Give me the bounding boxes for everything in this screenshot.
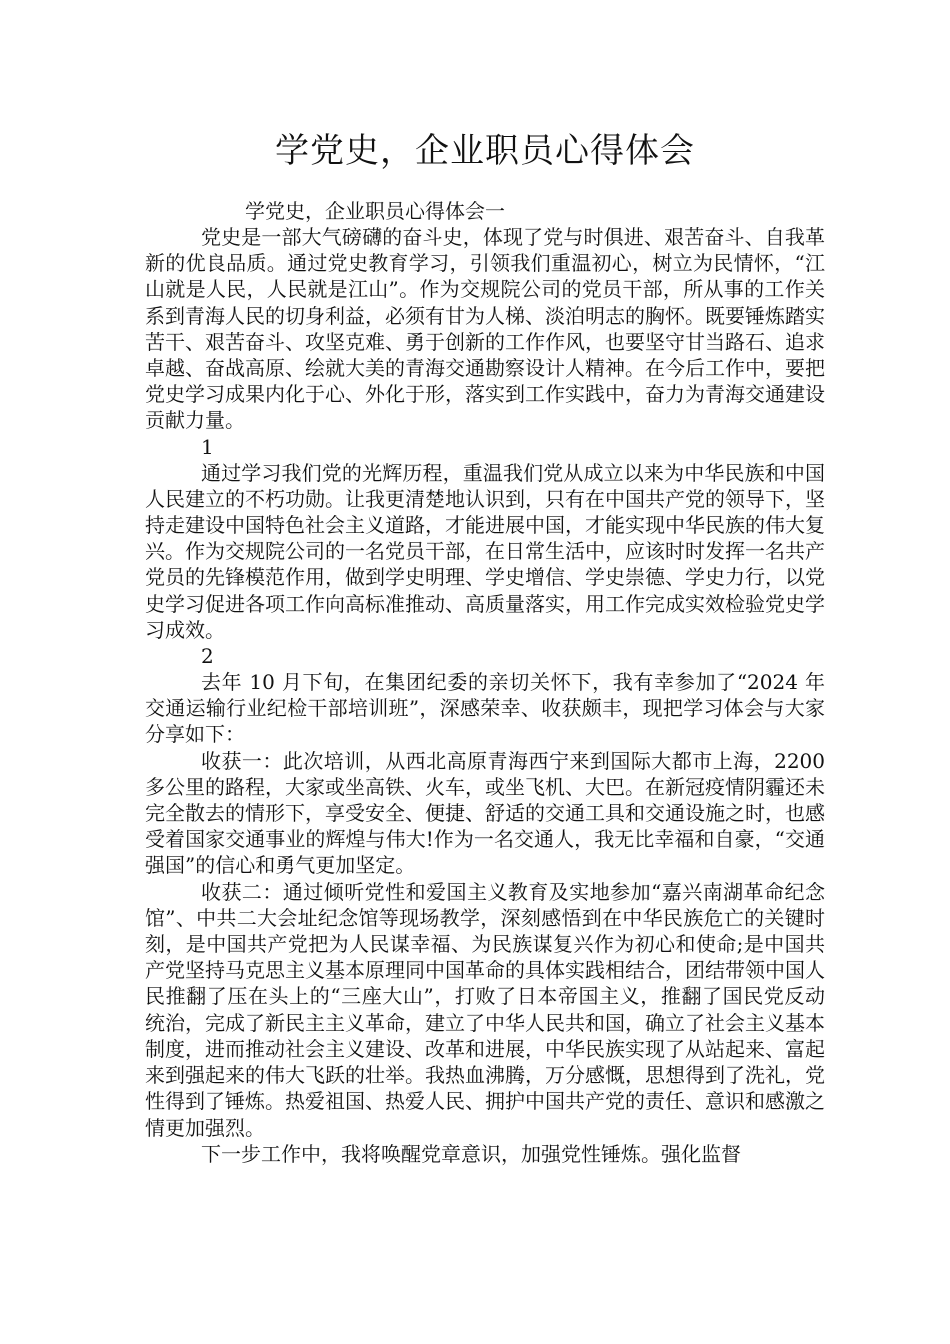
- paragraph-next-step: 下一步工作中，我将唤醒党章意识，加强党性锤炼。强化监督: [201, 1141, 741, 1166]
- document-page: [145, 128, 825, 1167]
- paragraph-intro: 党史是一部大气磅礴的奋斗史，体现了党与时俱进、艰苦奋斗、自我革新的优良品质。通过党史教育学习，引领我们重温初心，树立为民情怀，“江山就是人民，人民就是江山”。作为交规院公司的党员干部，所从事的工作关系到青海人民的切身利益，必须有甘为人梯、淡泊明志的胸怀。既要锤炼踏实苦干、艰苦奋斗、攻坚克难、勇于创新的工作作风，也要坚守甘当路石、追求卓越、奋战高原、绘就大美的青海交通勘察设计人精神。在今后工作中，要把党史学习成果内化于心、外化于形，落实到工作实践中，奋力为青海交通建设贡献力量。: [145, 225, 825, 433]
- paragraph-training: 去年 10 月下旬，在集团纪委的亲切关怀下，我有幸参加了“2024 年交通运输行业纪检干部培训班”，深感荣幸、收获颇丰，现把学习体会与大家分享如下：: [145, 670, 825, 747]
- document-subtitle: 学党史，企业职员心得体会一: [245, 199, 505, 223]
- section-number-2: 2: [201, 644, 214, 669]
- paragraph-gain-two: 收获二：通过倾听党性和爱国主义教育及实地参加“嘉兴南湖革命纪念馆”、中共二大会址纪念馆等现场教学，深刻感悟到在中华民族危亡的关键时刻，是中国共产党把为人民谋幸福、为民族谋复兴作为初心和使命;是中国共产党坚持马克思主义基本原理同中国革命的具体实践相结合，团结带领中国人民推翻了压在头上的“三座大山”，打败了日本帝国主义，推翻了国民党反动统治，完成了新民主主义革命，建立了中华人民共和国，确立了社会主义基本制度，进而推动社会主义建设、改革和进展，中华民族实现了从站起来、富起来到强起来的伟大飞跃的壮举。我热血沸腾，万分感慨，思想得到了洗礼，党性得到了锤炼。热爱祖国、热爱人民、拥护中国共产党的责任、意识和感激之情更加强烈。: [145, 879, 825, 1140]
- section-number-1: 1: [201, 434, 214, 459]
- paragraph-gain-one: 收获一：此次培训，从西北高原青海西宁来到国际大都市上海，2200 多公里的路程，大家或坐高铁、火车，或坐飞机、大巴。在新冠疫情阴霾还未完全散去的情形下，享受安全、便捷、舒适的交通工具和交通设施之时，也感受着国家交通事业的辉煌与伟大!作为一名交通人，我无比幸福和自豪，“交通强国”的信心和勇气更加坚定。: [145, 748, 825, 878]
- document-title: 学党史，企业职员心得体会: [275, 131, 695, 171]
- paragraph-history: 通过学习我们党的光辉历程，重温我们党从成立以来为中华民族和中国人民建立的不朽功勋。让我更清楚地认识到，只有在中国共产党的领导下，坚持走建设中国特色社会主义道路，才能进展中国，才能实现中华民族的伟大复兴。作为交规院公司的一名党员干部，在日常生活中，应该时时发挥一名共产党员的先锋模范作用，做到学史明理、学史增信、学史崇德、学史力行，以党史学习促进各项工作向高标准推动、高质量落实，用工作完成实效检验党史学习成效。: [145, 460, 825, 642]
